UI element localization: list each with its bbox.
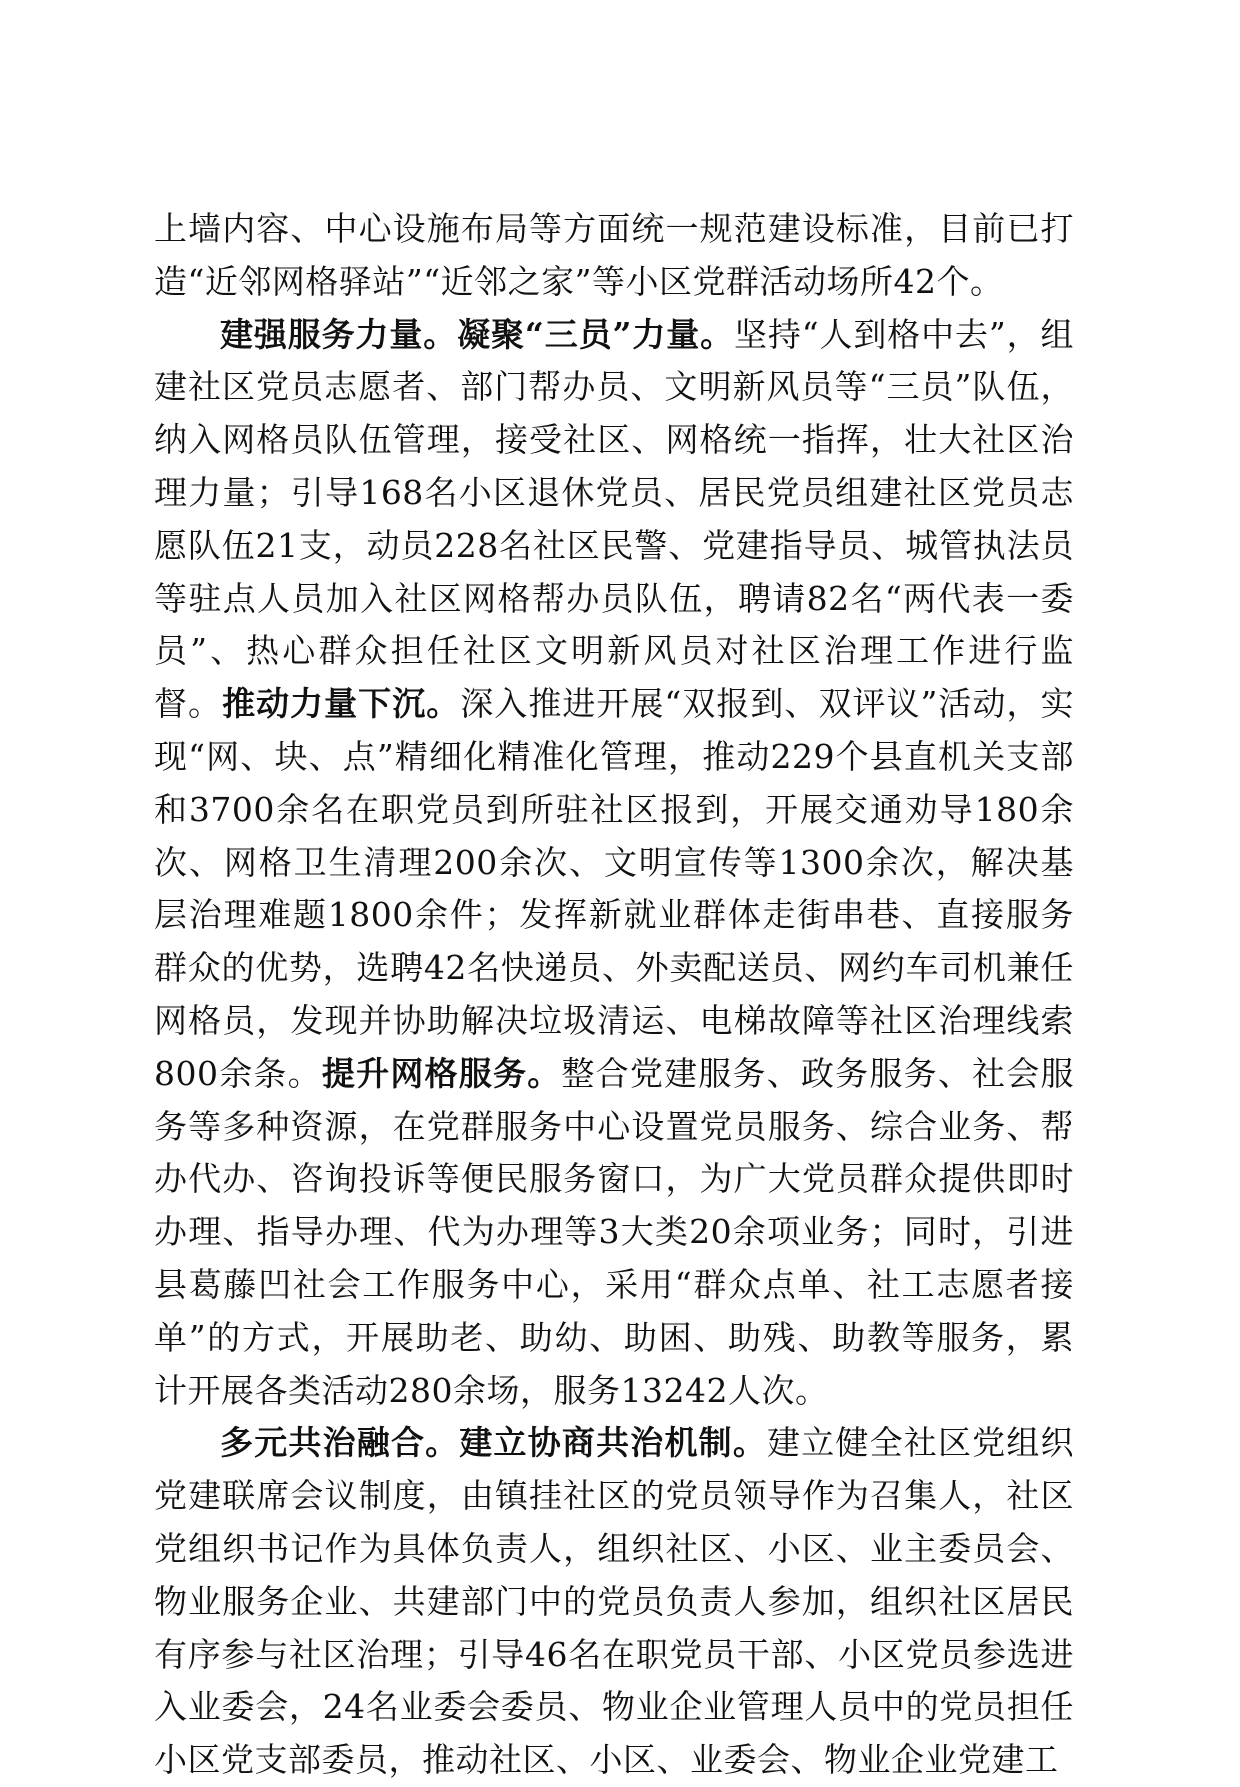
paragraph-text: 坚持“人到格中去”，组建社区党员志愿者、部门帮办员、文明新风员等“三员”队伍，纳入网格员队伍管理，接受社区、网格统一指挥，壮大社区治理力量；引导168名小区退休党员、居民党员组建社区党员志愿队伍21支，动员228名社区民警、党建指导员、城管执法员等驻点人员加入社区网格帮办员队伍，聘请82名“两代表一委员”、热心群众担任社区文明新风员对社区治理工作进行监督。: [154, 314, 1074, 724]
paragraph-text: 上墙内容、中心设施布局等方面统一规范建设标准，目前已打造“近邻网格驿站”“近邻之家”等小区党群活动场所42个。: [154, 209, 1074, 301]
section-heading: 多元共治融合。建立协商共治机制。: [220, 1423, 767, 1463]
subsection-heading: 推动力量下沉。: [222, 684, 461, 724]
paragraph-text: 深入推进开展“双报到、双评议”活动，实现“网、块、点”精细化精准化管理，推动229个县直机关支部和3700余名在职党员到所驻社区报到，开展交通劝导180余次、网格卫生清理200余次、文明宣传等1300余次，解决基层治理难题1800余件；发挥新就业群体走街串巷、直接服务群众的优势，选聘42名快递员、外卖配送员、网约车司机兼任网格员，发现并协助解决垃圾清运、电梯故障等社区治理线索800余条。: [154, 684, 1075, 1093]
subsection-heading: 提升网格服务。: [321, 1053, 562, 1093]
paragraph-facilities: [154, 203, 1074, 309]
section-heading: 建强服务力量。凝聚“三员”力量。: [220, 314, 734, 354]
document-page: [154, 203, 1074, 1787]
paragraph-text: 整合党建服务、政务服务、社会服务等多种资源，在党群服务中心设置党员服务、综合业务、帮办代办、咨询投诉等便民服务窗口，为广大党员群众提供即时办理、指导办理、代为办理等3大类20余项业务；同时，引进县葛藤凹社会工作服务中心，采用“群众点单、社工志愿者接单”的方式，开展助老、助幼、助困、助残、助教等服务，累计开展各类活动280余场，服务13242人次。: [154, 1053, 1075, 1410]
paragraph-text: 建立健全社区党组织党建联席会议制度，由镇挂社区的党员领导作为召集人，社区党组织书记作为具体负责人，组织社区、小区、业主委员会、物业服务企业、共建部门中的党员负责人参加，组织社区居民有序参与社区治理；引导46名在职党员干部、小区党员参选进入业委会，24名业委会委员、物业企业管理人员中的党员担任小区党支部委员，推动社区、小区、业委会、物业企业党建工: [154, 1423, 1074, 1780]
paragraph-co-governance: [154, 1417, 1074, 1787]
paragraph-service-strength: [154, 309, 1074, 1418]
